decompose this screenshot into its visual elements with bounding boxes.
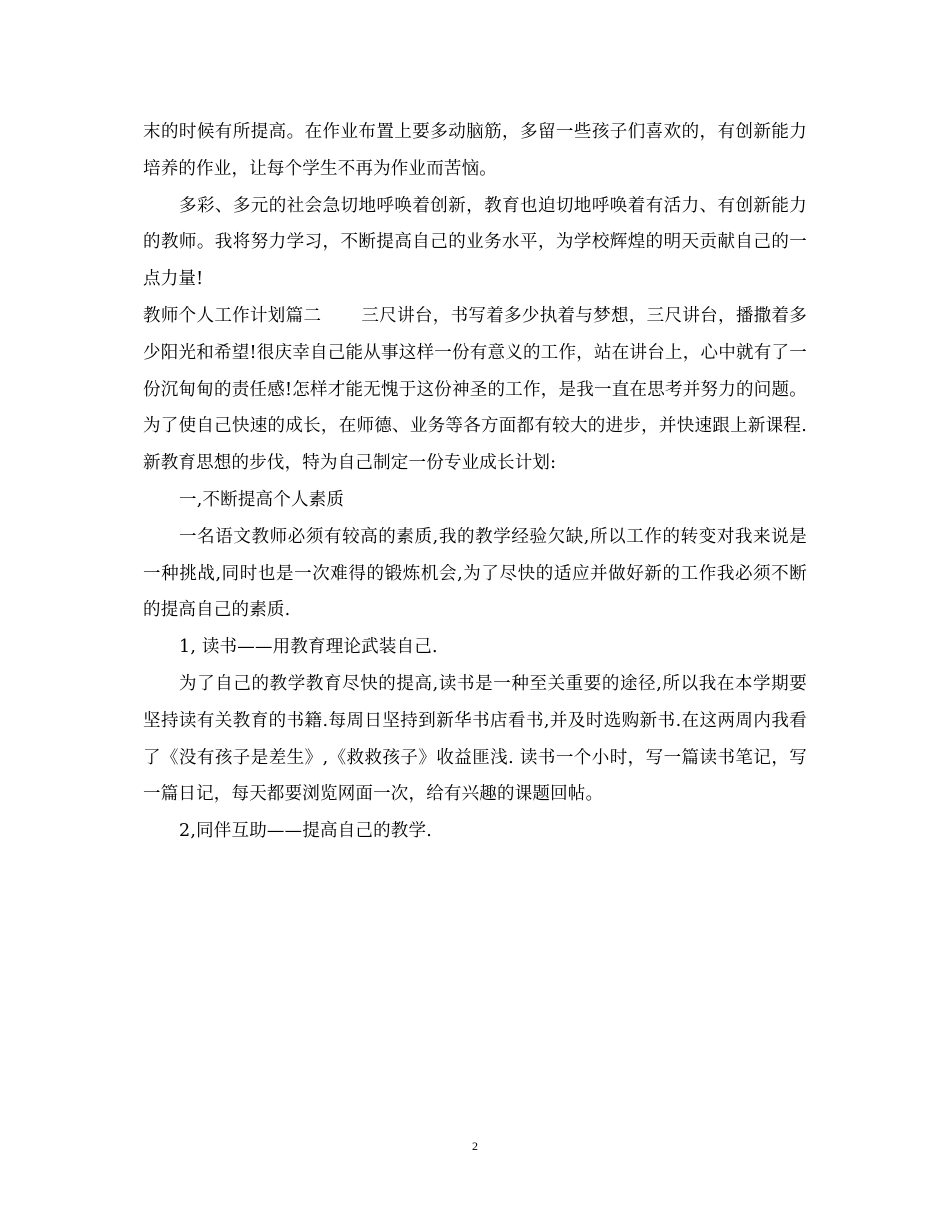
page-number: 2 <box>472 1139 478 1153</box>
section-intro-text: 三尺讲台，书写着多少执着与梦想，三尺讲台，播撒着多少阳光和希望!很庆幸自己能从事这样一份有意义的工作，站在讲台上，心中就有了一份沉甸甸的责任感!怎样才能无愧于这份神圣的工作，是我一直在思考并努力的问题。为了使自己快速的成长，在师德、业务等各方面都有较大的进步，并快速跟上新课程.新教育思想的步伐，特为自己制定一份专业成长计划: <box>143 305 808 474</box>
paragraph-quality: 一名语文教师必须有较高的素质,我的教学经验欠缺,所以工作的转变对我来说是一种挑战,同时也是一次难得的锻炼机会,为了尽快的适应并做好新的工作我必须不断的提高自己的素质. <box>143 526 807 621</box>
paragraph-continuation: 末的时候有所提高。在作业布置上要多动脑筋，多留一些孩子们喜欢的，有创新能力培养的作业，让每个学生不再为作业而苦恼。 <box>143 122 807 179</box>
item-reading: 1, 读书——用教育理论武装自己. <box>179 637 438 658</box>
document-body <box>143 114 807 850</box>
paragraph-reading: 为了自己的教学教育尽快的提高,读书是一种至关重要的途径,所以我在本学期要坚持读有关教育的书籍.每周日坚持到新华书店看书,并及时选购新书.在这两周内我看了《没有孩子是差生》,《救救孩子》收益匪浅. 读书一个小时，写一篇读书笔记，写一篇日记，每天都要浏览网面一次，给有兴趣的课题回帖。 <box>143 673 807 805</box>
paragraph-conclusion: 多彩、多元的社会急切地呼唤着创新，教育也迫切地呼唤着有活力、有创新能力的教师。我将努力学习，不断提高自己的业务水平，为学校辉煌的明天贡献自己的一点力量! <box>143 195 807 290</box>
item-peer-support: 2,同伴互助——提高自己的教学. <box>179 821 432 842</box>
paragraph-section-two-intro <box>143 298 807 482</box>
heading-improve-quality: 一,不断提高个人素质 <box>179 489 345 510</box>
section-title: 教师个人工作计划篇二 <box>143 305 322 326</box>
